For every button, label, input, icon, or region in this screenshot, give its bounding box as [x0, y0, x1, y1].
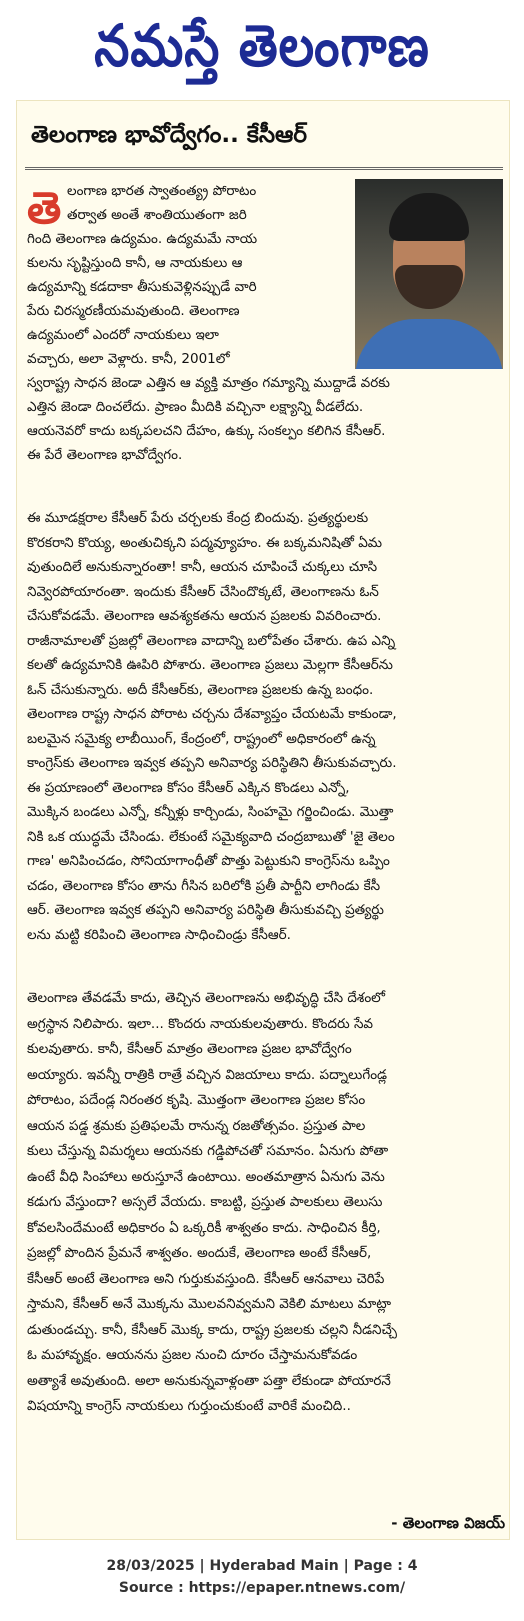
text-line: ఓన్ చేసుకున్నారు. అదీ కేసీఆర్‌కు, తెలంగాణ ప్రజలకు ఉన్న బంధం.	[27, 681, 374, 698]
article-clipping	[16, 100, 510, 1540]
text-line: కులు చేస్తున్న విమర్శలు ఆయనకు గడ్డిపోచతో సమానం. ఏనుగు పోతా	[27, 1143, 389, 1159]
intro-full-text	[27, 371, 505, 471]
paragraph-2	[27, 506, 505, 946]
text-line: తర్వాత అంతే శాంతియుతంగా జరి	[67, 207, 247, 223]
text-line: ఆయనెవరో కాదు బక్కపలచని దేహం, ఉక్కు సంకల్పం కలిగిన కేసీఆర్.	[27, 423, 386, 439]
text-line: అయ్యారు. ఇవన్నీ రాత్రికి రాత్రే వచ్చిన విజయాలు కాదు. పద్నాలుగేండ్ల	[27, 1066, 388, 1083]
text-line: ఈ మూడక్షరాల కేసీఆర్ పేరు చర్చలకు కేంద్ర బిందువు. ప్రత్యర్థులకు	[27, 510, 369, 526]
text-line: రాజీనామాలతో ప్రజల్లో తెలంగాణ వాదాన్ని బలోపేతం చేశారు. ఉప ఎన్ని	[27, 632, 396, 649]
text-line: ఉద్యమంలో ఎందరో నాయకులు ఇలా	[27, 327, 219, 343]
text-line: పేరు చిరస్మరణీయమవుతుంది. తెలంగాణ	[27, 303, 240, 319]
text-line: ప్రజల్లో పొందిన ప్రేమనే శాశ్వతం. అందుకే, తెలంగాణ అంటే కేసీఆర్,	[27, 1245, 372, 1261]
masthead-logo: నమస్తే తెలంగాణ	[94, 12, 430, 80]
page-footer	[0, 1555, 524, 1599]
text-line: ఎత్తిన జెండా దించలేదు. ప్రాణం మీదికి వచ్చినా లక్ష్యాన్ని వీడలేదు.	[27, 399, 364, 415]
text-line: కాంగ్రెస్‌కు తెలంగాణ ఇవ్వక తప్పని అనివార్య పరిస్థితిని తీసుకువచ్చారు.	[27, 755, 397, 771]
text-line: కోవలసిందేమంటే అధికారం ఏ ఒక్కరికీ శాశ్వతం కాదు. సాధించిన కీర్తి,	[27, 1219, 381, 1236]
text-line: నివ్వెరపోయారంతా. ఇందుకు కేసీఆర్ చేసిందొక్కటే, తెలంగాణను ఓన్	[27, 583, 379, 600]
text-line: ఆయన పడ్డ శ్రమకు ప్రతిఫలమే రానున్న రజతోత్సవం. ప్రస్తుత పాల	[27, 1117, 366, 1134]
text-line: పోరాటం, పదేండ్ల నిరంతర కృషి. మొత్తంగా తెలంగాణ ప్రజల కోసం	[27, 1092, 366, 1108]
text-line: వుతుందిలే అనుకున్నారంతా! కానీ, ఆయన చూపించే చుక్కలు చూసి	[27, 559, 378, 575]
text-line: గాణ' అనిపించడం, సోనియాగాంధీతో పొత్తు పెట్టుకుని కాంగ్రెస్‌ను ఒప్పిం	[27, 853, 390, 869]
text-line: బలమైన సమైక్య లాబీయింగ్, కేంద్రంలో, రాష్ట్రంలో అధికారంలో ఉన్న	[27, 730, 376, 747]
text-line: లను మట్టి కరిపించి తెలంగాణ సాధించిండ్రు కేసీఆర్.	[27, 926, 291, 943]
text-line: అగ్రస్థాన నిలిపారు. ఇలా... కొందరు నాయకులవుతారు. కొందరు సేవ	[27, 1015, 374, 1032]
text-line: లంగాణ భారత స్వాతంత్య్ర పోరాటం	[67, 183, 257, 199]
text-line: విషయాన్ని కాంగ్రెస్ నాయకులు గుర్తుంచుకుంటే వారికే మంచిది..	[27, 1398, 351, 1414]
intro-wrapped-text	[27, 179, 505, 375]
footer-meta: 28/03/2025 | Hyderabad Main | Page : 4	[106, 1558, 418, 1574]
text-line: చేసుకోవడమే. తెలంగాణ ఆవశ్యకతను ఆయన ప్రజలకు వివరించారు.	[27, 608, 382, 624]
drop-cap: తె	[27, 183, 62, 234]
text-line: ఈ పేరే తెలంగాణ భావోద్వేగం.	[27, 447, 183, 463]
text-line: ఈ ప్రయాణంలో తెలంగాణ కోసం కేసీఆర్ ఎక్కిన కొండలు ఎన్నో,	[27, 779, 350, 796]
headline-divider	[25, 167, 503, 170]
masthead	[0, 0, 524, 100]
text-line: ఉంటే వీధి సింహాలు అరుస్తూనే ఉంటాయి. అంతమాత్రాన ఏనుగు వెను	[27, 1168, 385, 1185]
text-line: ఉద్యమాన్ని కడదాకా తీసుకువెళ్లినప్పుడే వారి	[27, 279, 257, 295]
text-line: గింది తెలంగాణ ఉద్యమం. ఉద్యమమే నాయ	[27, 231, 258, 247]
text-line: చడం, తెలంగాణ కోసం తాను గీసిన బరిలోకి ప్రతీ పార్టీని లాగిండు కేసీ	[27, 877, 381, 894]
text-line: డుతుండచ్చు. కానీ, కేసీఆర్ మొక్క కాదు, రాష్ట్ర ప్రజలకు చల్లని నీడనిచ్చే	[27, 1321, 398, 1338]
article-headline: తెలంగాణ భావోద్వేగం.. కేసీఆర్	[31, 122, 308, 148]
text-line: తెలంగాణ తేవడమే కాదు, తెచ్చిన తెలంగాణను అభివృద్ధి చేసి దేశంలో	[27, 990, 386, 1006]
paragraph-3	[27, 986, 505, 1414]
text-line: కొరకరాని కొయ్య, అంతుచిక్కని పద్మవ్యూహం. ఈ బక్కమనిషితో ఏమ	[27, 534, 383, 551]
text-line: నికి ఒక యుద్ధమే చేసిండు. లేకుంటే సమైక్యవాది చంద్రబాబుతో 'జై తెలం	[27, 828, 395, 845]
text-line: అత్యాశే అవుతుంది. అలా అనుకున్నవాళ్లంతా పత్తా లేకుండా పోయారనే	[27, 1372, 391, 1389]
text-line: కలతో ఉద్యమానికి ఊపిరి పోశారు. తెలంగాణ ప్రజలు మెల్లగా కేసీఆర్‌ను	[27, 657, 393, 673]
text-line: కేసీఆర్ అంటే తెలంగాణ అని గుర్తుకువస్తుంది. కేసీఆర్ ఆనవాలు చెరిపే	[27, 1270, 385, 1287]
text-line: స్వరాష్ట్ర సాధన జెండా ఎత్తిన ఆ వ్యక్తి మాత్రం గమ్యాన్ని ముద్దాడే వరకు	[27, 375, 390, 391]
text-line: మొక్కిన బండలు ఎన్నో, కన్నీళ్లు కార్చిండు, సింహమై గర్జించిండు. మొత్తా	[27, 804, 394, 820]
text-line: స్తామని, కేసీఆర్ అనే మొక్కను మొలవనివ్వమని వెకిలి మాటలు మాట్లా	[27, 1296, 392, 1312]
text-line: కులను సృష్టిస్తుంది కానీ, ఆ నాయకులు ఆ	[27, 255, 243, 271]
text-line: కడుగు వేస్తుందా? అస్సలే వేయదు. కాబట్టి, ప్రస్తుత పాలకులు తెలుసు	[27, 1194, 383, 1210]
text-line: ఓ మహావృక్షం. ఆయనను ప్రజల నుంచి దూరం చేస్తామనుకోవడం	[27, 1347, 358, 1363]
text-line: కులవుతారు. కానీ, కేసీఆర్ మాత్రం తెలంగాణ ప్రజల భావోద్వేగం	[27, 1041, 352, 1057]
footer-source: Source : https://epaper.ntnews.com/	[118, 1580, 406, 1596]
text-line: ఆర్. తెలంగాణ ఇవ్వక తప్పని అనివార్య పరిస్థితి తీసుకువచ్చి ప్రత్యర్థు	[27, 902, 384, 918]
text-line: తెలంగాణ రాష్ట్ర సాధన పోరాట చర్చను దేశవ్యాప్తం చేయటమే కాకుండా,	[27, 706, 397, 722]
byline: - తెలంగాణ విజయ్	[391, 1514, 505, 1532]
text-line: వచ్చారు, అలా వెళ్లారు. కానీ, 2001లో	[27, 351, 230, 367]
